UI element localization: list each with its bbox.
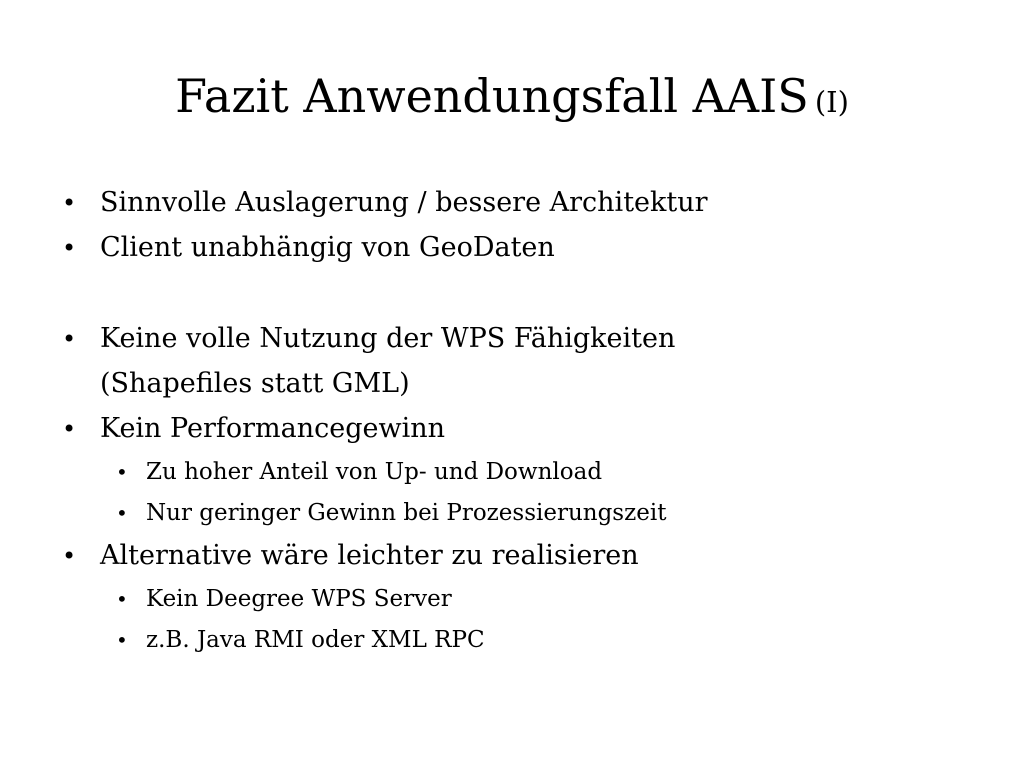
bullet-item-1: Sinnvolle Auslagerung / bessere Architektur bbox=[100, 187, 708, 218]
sub-bullet-icon: • bbox=[116, 460, 128, 484]
slide-title bbox=[0, 68, 1024, 130]
sub-bullet-item-1: Zu hoher Anteil von Up- und Download bbox=[146, 459, 603, 485]
bullet-item-2: Client unabhängig von GeoDaten bbox=[100, 232, 555, 263]
bullet-icon: • bbox=[62, 189, 77, 217]
slide-title-text: Fazit Anwendungsfall AAIS bbox=[175, 69, 809, 123]
sub-bullet-item-2: Nur geringer Gewinn bei Prozessierungszeit bbox=[146, 500, 667, 526]
bullet-item-4: Kein Performancegewinn bbox=[100, 413, 446, 444]
slide-title-suffix: (I) bbox=[814, 85, 849, 119]
bullet-icon: • bbox=[62, 325, 77, 353]
bullet-item-5: Alternative wäre leichter zu realisieren bbox=[100, 540, 639, 571]
sub-bullet-icon: • bbox=[116, 587, 128, 611]
bullet-item-3: Keine volle Nutzung der WPS Fähigkeiten bbox=[100, 323, 676, 354]
sub-bullet-icon: • bbox=[116, 628, 128, 652]
bullet-icon: • bbox=[62, 234, 77, 262]
bullet-item-3-continuation: (Shapefiles statt GML) bbox=[100, 368, 410, 399]
bullet-icon: • bbox=[62, 415, 77, 443]
sub-bullet-item-4: z.B. Java RMI oder XML RPC bbox=[146, 627, 485, 653]
sub-bullet-icon: • bbox=[116, 501, 128, 525]
bullet-icon: • bbox=[62, 542, 77, 570]
sub-bullet-item-3: Kein Deegree WPS Server bbox=[146, 586, 452, 612]
